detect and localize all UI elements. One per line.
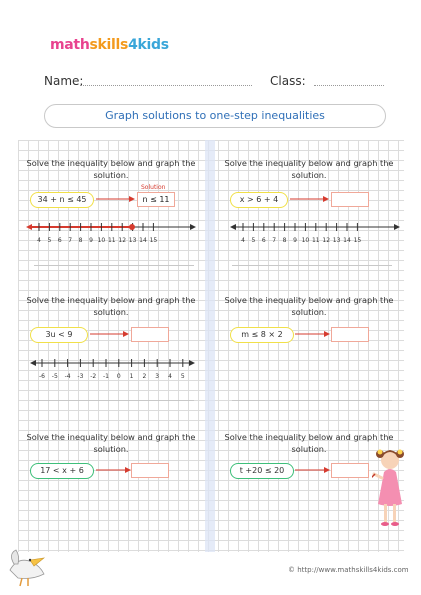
- answer-box-3[interactable]: [131, 327, 169, 342]
- number-line-1: [26, 222, 196, 246]
- number-line-label: 9: [293, 237, 297, 244]
- name-label: Name:: [44, 74, 84, 88]
- answer-box-6[interactable]: [331, 463, 369, 478]
- number-line-label: 2: [142, 373, 147, 380]
- separator-4: [232, 400, 392, 401]
- name-field[interactable]: [80, 85, 252, 86]
- number-line-label: 3: [155, 373, 160, 380]
- number-line-label: 11: [311, 237, 320, 244]
- inequality-2: x > 6 + 4: [230, 192, 288, 208]
- worksheet-title: Graph solutions to one-step inequalities: [44, 104, 386, 128]
- number-line-label: 10: [301, 237, 310, 244]
- separator-1: [34, 265, 194, 266]
- number-line-2: [230, 222, 400, 246]
- arrow-icon: [290, 194, 330, 204]
- column-divider: [205, 140, 215, 552]
- number-line-label: -2: [90, 373, 97, 380]
- number-line-label: 15: [149, 237, 158, 244]
- arrow-icon: [96, 194, 136, 204]
- number-line-label: -5: [51, 373, 58, 380]
- instruction-2: Solve the inequality below and graph the solution.: [224, 158, 394, 180]
- number-line-label: 13: [332, 237, 341, 244]
- number-line-arrow-right-icon: [394, 224, 400, 230]
- instruction-5: Solve the inequality below and graph the solution.: [26, 432, 196, 454]
- number-line-label: -4: [64, 373, 71, 380]
- footer-credit: © http://www.mathskills4kids.com: [288, 566, 409, 574]
- number-line-label: 4: [37, 237, 41, 244]
- arrow-icon: [295, 465, 331, 475]
- number-line-label: 14: [139, 237, 147, 244]
- number-line-label: -6: [39, 373, 45, 380]
- pelican-illustration: [4, 540, 52, 588]
- inequality-4: m ≤ 8 × 2: [230, 327, 294, 343]
- logo-text-4kids: 4kids: [128, 37, 169, 53]
- number-line-arrow-right-icon: [189, 360, 195, 366]
- number-line-label: 10: [97, 237, 106, 244]
- inequality-5: 17 < x + 6: [30, 463, 94, 479]
- arrow-icon: [96, 465, 132, 475]
- number-line-label: 1: [129, 373, 134, 380]
- solution-point: [129, 224, 135, 230]
- number-line-3: [30, 358, 195, 382]
- number-line-label: 13: [128, 237, 137, 244]
- separator-2: [232, 265, 392, 266]
- number-line-label: 9: [89, 237, 93, 244]
- answer-box-5[interactable]: [131, 463, 169, 478]
- arrow-icon: [295, 329, 331, 339]
- answer-box-1[interactable]: n ≤ 11: [137, 192, 175, 207]
- number-line-label: -1: [103, 373, 109, 380]
- inequality-1: 34 + n ≤ 45: [30, 192, 94, 208]
- logo-text-math: math: [50, 37, 90, 53]
- separator-3: [34, 400, 194, 401]
- number-line-label: 6: [57, 237, 62, 244]
- number-line-arrow-left-icon: [230, 224, 236, 230]
- solution-label: Solution: [141, 184, 166, 191]
- number-line-label: 5: [47, 237, 52, 244]
- number-line-label: 15: [353, 237, 362, 244]
- inequality-3: 3u < 9: [30, 327, 88, 343]
- instruction-1: Solve the inequality below and graph the solution.: [26, 158, 196, 180]
- number-line-label: 5: [251, 237, 256, 244]
- number-line-label: 7: [68, 237, 73, 244]
- instruction-3: Solve the inequality below and graph the solution.: [26, 295, 196, 317]
- number-line-label: 6: [261, 237, 266, 244]
- arrow-icon: [90, 329, 130, 339]
- number-line-label: 14: [343, 237, 351, 244]
- instruction-6: Solve the inequality below and graph the solution.: [224, 432, 394, 454]
- number-line-label: 12: [322, 237, 331, 244]
- girl-illustration: [372, 444, 408, 530]
- class-field[interactable]: [314, 85, 384, 86]
- number-line-label: 4: [241, 237, 245, 244]
- number-line-label: 7: [272, 237, 277, 244]
- site-logo: [50, 37, 169, 53]
- number-line-label: 12: [118, 237, 127, 244]
- number-line-label: 11: [107, 237, 116, 244]
- number-line-label: -3: [77, 373, 84, 380]
- number-line-arrow-left-icon: [30, 360, 36, 366]
- number-line-arrow-right-icon: [190, 224, 196, 230]
- number-line-label: 4: [168, 373, 172, 380]
- number-line-label: 5: [180, 373, 185, 380]
- answer-box-4[interactable]: [331, 327, 369, 342]
- instruction-4: Solve the inequality below and graph the solution.: [224, 295, 394, 317]
- number-line-label: 8: [78, 237, 83, 244]
- number-line-label: 8: [282, 237, 287, 244]
- class-label: Class:: [270, 74, 306, 88]
- logo-text-skills: skills: [89, 37, 129, 53]
- answer-box-2[interactable]: [331, 192, 369, 207]
- number-line-label: 0: [116, 373, 121, 380]
- inequality-6: t +20 ≤ 20: [230, 463, 294, 479]
